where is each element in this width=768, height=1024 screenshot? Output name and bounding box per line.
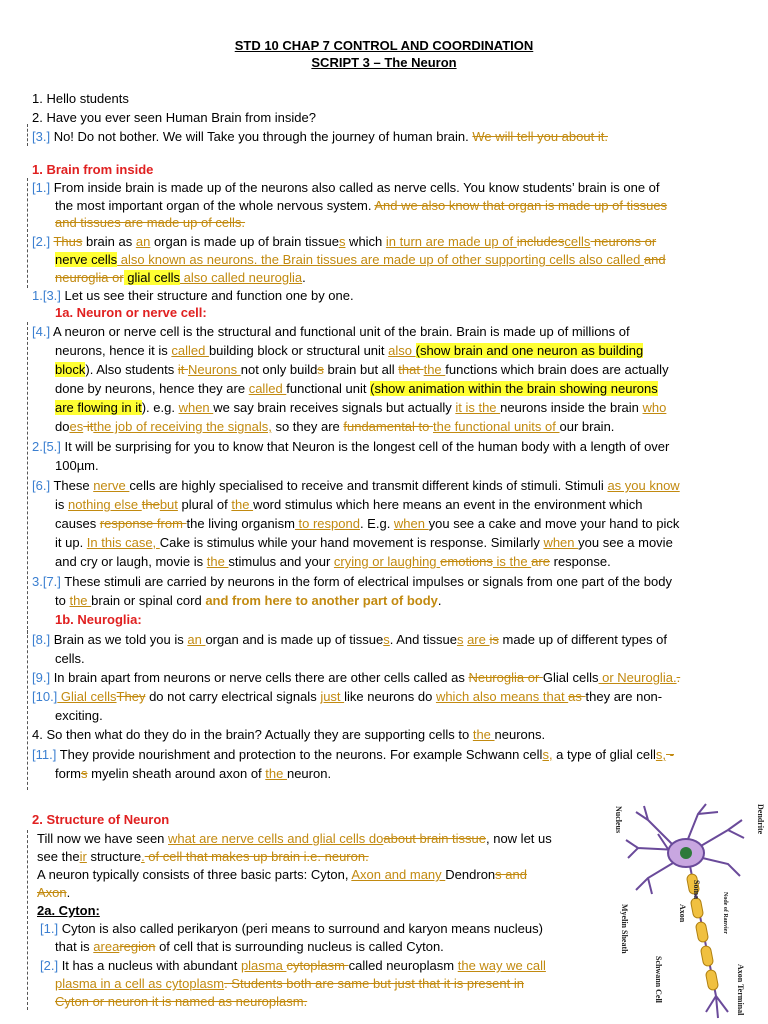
- paragraph-line: Till now we have seen what are nerve cells and glial cells doabout brain tissue, now let us: [37, 831, 552, 846]
- intro-line-3: [3.] No! Do not bother. We will Take you through the journey of human brain. We will tell you about it.: [32, 129, 608, 144]
- paragraph-line: [2.] Thus brain as an organ is made up of brain tissues which in turn are made up of includescells neurons or: [32, 234, 657, 249]
- paragraph-line: does itthe job of receiving the signals, so they are fundamental to the functional units of our brain.: [55, 419, 615, 434]
- label-axon-terminal: Axon Terminal: [736, 964, 745, 1016]
- neuron-diagram: [608, 800, 768, 1024]
- paragraph-line: [4.] A neuron or nerve cell is the structural and functional unit of the brain. Brain is made up of millions of: [32, 324, 630, 339]
- subsection-heading: 2a. Cyton:: [37, 903, 100, 918]
- paragraph-line: [10.] Glial cellsThey do not carry electrical signals just like neurons do which also means that as they are non-: [32, 689, 663, 704]
- paragraph-line: is nothing else thebut plural of the word stimulus which here means an event in the environment which: [55, 497, 643, 512]
- paragraph-line: plasma in a cell as cytoplasm. Students both are same but just that it is present in: [55, 976, 524, 991]
- document-subtitle: SCRIPT 3 – The Neuron: [311, 55, 457, 70]
- paragraph-line: that is arearegion of cell that is surrounding nucleus is called Cyton.: [55, 939, 444, 954]
- paragraph-line: neurons, hence it is called building block or structural unit also (show brain and one neuron as building: [55, 343, 644, 358]
- paragraph-line: 2.[5.] It will be surprising for you to know that Neuron is the longest cell of the human body with a length of over: [32, 439, 670, 454]
- change-bar: [27, 124, 28, 146]
- paragraph-line: forms myelin sheath around axon of the neuron.: [55, 766, 332, 781]
- paragraph-line: 1.[3.] Let us see their structure and function one by one.: [32, 288, 354, 303]
- paragraph-line: [8.] Brain as we told you is an organ and is made up of tissues. And tissues are is made up of different types of: [32, 632, 668, 647]
- paragraph-line: nerve cells also known as neurons. the Brain tissues are made up of other supporting cells also called and: [55, 252, 666, 267]
- paragraph-line: block). Also students it Neurons not only builds brain but all that the functions which brain does are actually: [55, 362, 669, 377]
- paragraph-line: causes response from the living organism to respond. E.g. when you see a cake and move your hand to pick: [55, 516, 680, 531]
- section-heading: 1. Brain from inside: [32, 162, 154, 177]
- change-bar: [27, 178, 28, 288]
- paragraph-line: A neuron typically consists of three basic parts: Cyton, Axon and many Dendrons and: [37, 867, 527, 882]
- paragraph-line: cells.: [55, 651, 85, 666]
- paragraph-line: Cyton or neuron it is named as neuroplasm.: [55, 994, 308, 1009]
- nucleus: [680, 847, 692, 859]
- subsection-heading: 1a. Neuron or nerve cell:: [55, 305, 207, 320]
- change-bar: [27, 830, 28, 1010]
- intro-line-2: 2. Have you ever seen Human Brain from inside?: [32, 110, 316, 125]
- paragraph-line: to the brain or spinal cord and from here to another part of body.: [55, 593, 442, 608]
- paragraph-line: it up. In this case, Cake is stimulus while your hand movement is response. Similarly when you see a movie: [55, 535, 673, 550]
- paragraph-line: [11.] They provide nourishment and protection to the neurons. For example Schwann cells, a type of glial cells, -: [32, 747, 674, 762]
- intro-line-1: 1. Hello students: [32, 91, 129, 106]
- change-bar: [27, 322, 28, 634]
- label-nucleus: Nucleus: [614, 806, 623, 834]
- paragraph-line: [2.] It has a nucleus with abundant plasma cytoplasm called neuroplasm the way we call: [40, 958, 546, 973]
- paragraph-line: done by neurons, hence they are called functional unit (show animation within the brain showing neurons: [55, 381, 658, 396]
- paragraph-line: [1.] From inside brain is made up of the neurons also called as nerve cells. You know students’ brain is one of: [32, 180, 660, 195]
- section-heading: 2. Structure of Neuron: [32, 812, 170, 827]
- paragraph-line: [9.] In brain apart from neurons or nerve cells there are other cells called as Neuroglia or Glial cells or Neuroglia..: [32, 670, 681, 685]
- paragraph-line: [6.] These nerve cells are highly specialised to receive and transmit different kinds of stimuli. Stimuli as you know: [32, 478, 680, 493]
- label-dendrite: Dendrite: [756, 804, 765, 835]
- paragraph-line: see their structure. of cell that makes up brain i.e. neuron.: [37, 849, 369, 864]
- label-myelin-sheath: Myelin Sheath: [620, 904, 629, 954]
- label-soma: Soma: [692, 880, 701, 900]
- paragraph-line: exciting.: [55, 708, 103, 723]
- paragraph-line: Axon.: [37, 885, 71, 900]
- change-bar: [27, 630, 28, 790]
- paragraph-line: are flowing in it). e.g. when we say brain receives signals but actually it is the neurons inside the brain who: [55, 400, 667, 415]
- label-schwann-cell: Schwann Cell: [654, 956, 663, 1003]
- paragraph-line: 100µm.: [55, 458, 99, 473]
- label-node-of-ranvier: Node of Ranvier: [722, 892, 728, 934]
- label-axon: Axon: [678, 904, 687, 923]
- paragraph-line: and tissues are made up of cells.: [55, 215, 246, 230]
- paragraph-line: 4. So then what do they do in the brain? Actually they are supporting cells to the neurons.: [32, 727, 546, 742]
- paragraph-line: and cry or laugh, movie is the stimulus and your crying or laughing emotions is the are response.: [55, 554, 611, 569]
- paragraph-line: neuroglia or glial cells also called neuroglia.: [55, 270, 306, 285]
- paragraph-line: 3.[7.] These stimuli are carried by neurons in the form of electrical impulses or signals from one part of the body: [32, 574, 672, 589]
- document-title: STD 10 CHAP 7 CONTROL AND COORDINATION: [234, 38, 534, 53]
- paragraph-line: [1.] Cyton is also called perikaryon (peri means to surround and karyon means nucleus): [40, 921, 543, 936]
- paragraph-line: the most important organ of the whole nervous system. And we also know that organ is made up of tissues: [55, 198, 668, 213]
- subsection-heading: 1b. Neuroglia:: [55, 612, 142, 627]
